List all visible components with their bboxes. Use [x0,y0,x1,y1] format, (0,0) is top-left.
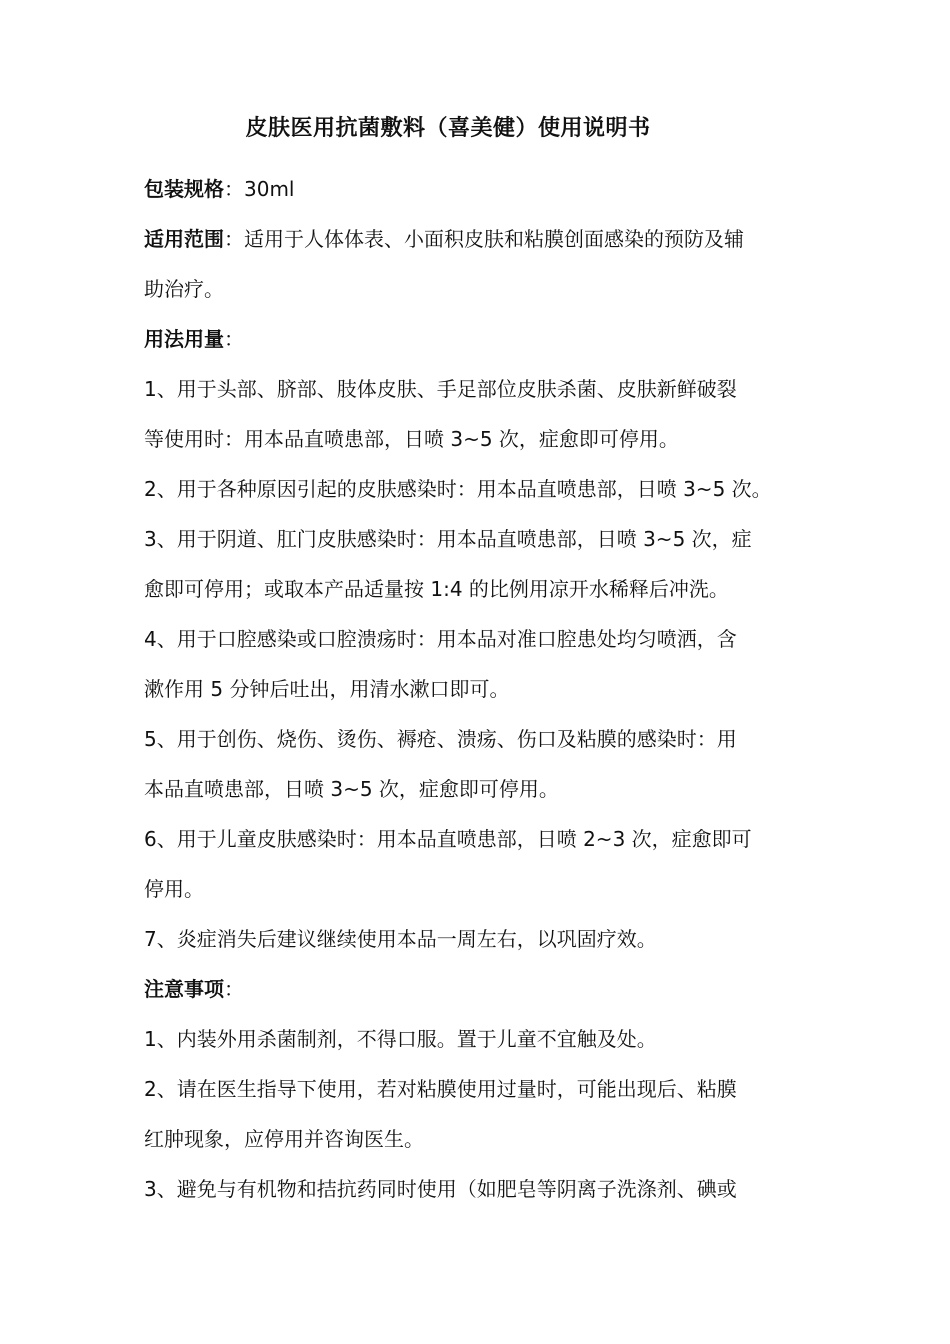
notes-item-2-line-2: 红肿现象，应停用并咨询医生。 [144,1127,424,1151]
spec-line [144,164,808,214]
usage-item-3-line-1: 3、用于阴道、肛门皮肤感染时：用本品直喷患部，日喷 3~5 次，症 [144,527,752,551]
notes-item-2-line-1: 2、请在医生指导下使用，若对粘膜使用过量时，可能出现后、粘膜 [144,1077,737,1101]
notes-item-1-line-1: 1、内装外用杀菌制剂，不得口服。置于儿童不宜触及处。 [144,1027,657,1051]
notes-heading [144,964,808,1014]
notes-colon: ： [224,977,244,1001]
scope-text-2: 助治疗。 [144,277,224,301]
usage-item-3-line-2: 愈即可停用；或取本产品适量按 1:4 的比例用凉开水稀释后冲洗。 [144,577,729,601]
document-title: 皮肤医用抗菌敷料（喜美健）使用说明书 [245,116,651,141]
usage-heading [144,314,808,364]
usage-item-1-line-2: 等使用时：用本品直喷患部，日喷 3~5 次，症愈即可停用。 [144,427,679,451]
scope-text-1: ：适用于人体体表、小面积皮肤和粘膜创面感染的预防及辅 [224,227,744,251]
spec-value: ：30ml [224,177,295,201]
usage-item-6-line-2: 停用。 [144,877,204,901]
scope-line [144,214,808,264]
usage-item-4-line-2: 漱作用 5 分钟后吐出，用清水漱口即可。 [144,677,510,701]
spec-label: 包装规格 [144,177,224,201]
usage-item-5-line-1: 5、用于创伤、烧伤、烫伤、褥疮、溃疡、伤口及粘膜的感染时：用 [144,727,737,751]
scope-label: 适用范围 [144,227,224,251]
usage-item-1-line-1: 1、用于头部、脐部、肢体皮肤、手足部位皮肤杀菌、皮肤新鲜破裂 [144,377,737,401]
scope-line-2 [144,264,808,314]
usage-item-2-line-1: 2、用于各种原因引起的皮肤感染时：用本品直喷患部，日喷 3~5 次。 [144,477,772,501]
usage-colon: ： [224,327,244,351]
notes-label: 注意事项 [144,977,224,1001]
usage-item-4-line-1: 4、用于口腔感染或口腔溃疡时：用本品对准口腔患处均匀喷洒，含 [144,627,737,651]
usage-item-7-line-1: 7、炎症消失后建议继续使用本品一周左右，以巩固疗效。 [144,927,657,951]
usage-label: 用法用量 [144,327,224,351]
usage-item-5-line-2: 本品直喷患部，日喷 3~5 次，症愈即可停用。 [144,777,559,801]
notes-item-3-line-1: 3、避免与有机物和拮抗药同时使用（如肥皂等阴离子洗涤剂、碘或 [144,1177,737,1201]
document-body [144,164,808,1214]
usage-item-6-line-1: 6、用于儿童皮肤感染时：用本品直喷患部，日喷 2~3 次，症愈即可 [144,827,752,851]
